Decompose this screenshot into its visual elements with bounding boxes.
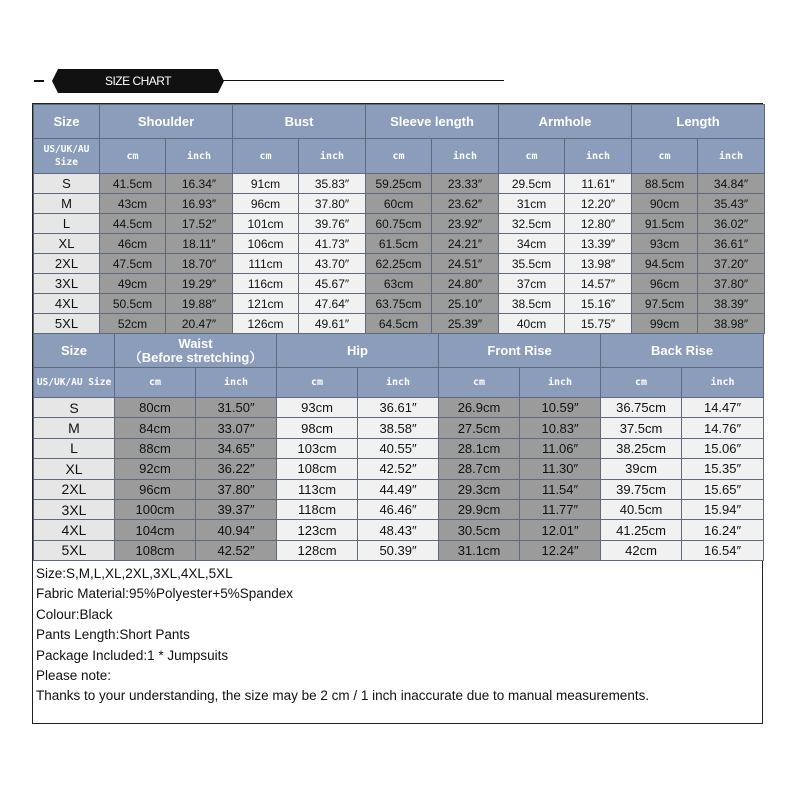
unit-inch: inch [196, 368, 277, 398]
inch-value-cell: 11.77″ [520, 499, 601, 519]
cm-value-cell: 113cm [277, 479, 358, 499]
inch-value-cell: 16.93″ [166, 194, 233, 214]
cm-value-cell: 104cm [115, 520, 196, 540]
cm-value-cell: 100cm [115, 499, 196, 519]
inch-value-cell: 13.39″ [565, 234, 632, 254]
table-row [34, 520, 764, 540]
table-row [34, 314, 765, 334]
info-line: Thanks to your understanding, the size may be 2 cm / 1 inch inaccurate due to manual measurements. [36, 688, 650, 704]
cm-value-cell: 29.9cm [439, 499, 520, 519]
inch-value-cell: 36.61″ [358, 398, 439, 418]
unit-cm: cm [366, 139, 432, 174]
size-cell: 3XL [34, 499, 115, 519]
inch-value-cell: 50.39″ [358, 540, 439, 560]
inch-value-cell: 12.20″ [565, 194, 632, 214]
cm-value-cell: 38.25cm [601, 438, 682, 458]
cm-value-cell: 38.5cm [499, 294, 565, 314]
inch-value-cell: 38.39″ [698, 294, 765, 314]
cm-value-cell: 63.75cm [366, 294, 432, 314]
cm-value-cell: 93cm [632, 234, 698, 254]
cm-value-cell: 40.5cm [601, 499, 682, 519]
unit-cm: cm [233, 139, 299, 174]
group-header-bust: Bust [233, 105, 366, 139]
cm-value-cell: 41.5cm [100, 174, 166, 194]
unit-cm: cm [277, 368, 358, 398]
cm-value-cell: 88cm [115, 438, 196, 458]
table-row [34, 214, 765, 234]
inch-value-cell: 10.83″ [520, 418, 601, 438]
cm-value-cell: 103cm [277, 438, 358, 458]
inch-value-cell: 38.58″ [358, 418, 439, 438]
info-line: Please note: [36, 668, 112, 684]
inch-value-cell: 12.24″ [520, 540, 601, 560]
inch-value-cell: 14.57″ [565, 274, 632, 294]
cm-value-cell: 40cm [499, 314, 565, 334]
region-size-label: US/UK/AU Size [34, 139, 100, 174]
cm-value-cell: 41.25cm [601, 520, 682, 540]
inch-value-cell: 49.61″ [299, 314, 366, 334]
cm-value-cell: 28.7cm [439, 459, 520, 479]
group-header-front-rise: Front Rise [439, 334, 601, 368]
inch-value-cell: 42.52″ [196, 540, 277, 560]
size-cell: 2XL [34, 254, 100, 274]
inch-value-cell: 23.92″ [432, 214, 499, 234]
cm-value-cell: 59.25cm [366, 174, 432, 194]
cm-value-cell: 91cm [233, 174, 299, 194]
cm-value-cell: 52cm [100, 314, 166, 334]
cm-value-cell: 94.5cm [632, 254, 698, 274]
cm-value-cell: 111cm [233, 254, 299, 274]
inch-value-cell: 16.54″ [682, 540, 764, 560]
unit-inch: inch [358, 368, 439, 398]
inch-value-cell: 15.16″ [565, 294, 632, 314]
inch-value-cell: 11.54″ [520, 479, 601, 499]
inch-value-cell: 35.43″ [698, 194, 765, 214]
inch-value-cell: 33.07″ [196, 418, 277, 438]
inch-value-cell: 10.59″ [520, 398, 601, 418]
size-chart-header [34, 69, 474, 93]
inch-value-cell: 19.29″ [166, 274, 233, 294]
cm-value-cell: 39cm [601, 459, 682, 479]
cm-value-cell: 34cm [499, 234, 565, 254]
table-row [34, 459, 764, 479]
info-line: Pants Length:Short Pants [36, 627, 190, 643]
cm-value-cell: 27.5cm [439, 418, 520, 438]
inch-value-cell: 24.51″ [432, 254, 499, 274]
cm-value-cell: 37cm [499, 274, 565, 294]
cm-value-cell: 64.5cm [366, 314, 432, 334]
cm-value-cell: 35.5cm [499, 254, 565, 274]
info-line: Package Included:1 * Jumpsuits [36, 647, 229, 663]
inch-value-cell: 38.98″ [698, 314, 765, 334]
inch-value-cell: 11.06″ [520, 438, 601, 458]
inch-value-cell: 25.10″ [432, 294, 499, 314]
cm-value-cell: 46cm [100, 234, 166, 254]
top-size-table [33, 104, 765, 334]
cm-value-cell: 32.5cm [499, 214, 565, 234]
table-row [34, 194, 765, 214]
inch-value-cell: 23.62″ [432, 194, 499, 214]
cm-value-cell: 118cm [277, 499, 358, 519]
table-row [34, 479, 764, 499]
cm-value-cell: 108cm [277, 459, 358, 479]
size-cell: 5XL [34, 314, 100, 334]
group-header-armhole: Armhole [499, 105, 632, 139]
cm-value-cell: 91.5cm [632, 214, 698, 234]
inch-value-cell: 48.43″ [358, 520, 439, 540]
table-row [34, 398, 764, 418]
table-row [34, 438, 764, 458]
inch-value-cell: 36.61″ [698, 234, 765, 254]
waist-sublabel: （Before stretching） [128, 349, 263, 365]
inch-value-cell: 12.01″ [520, 520, 601, 540]
table-row [34, 418, 764, 438]
inch-value-cell: 39.76″ [299, 214, 366, 234]
cm-value-cell: 106cm [233, 234, 299, 254]
size-cell: XL [34, 234, 100, 254]
group-header-sleeve-length: Sleeve length [366, 105, 499, 139]
inch-value-cell: 40.55″ [358, 438, 439, 458]
size-cell: XL [34, 459, 115, 479]
size-cell: M [34, 194, 100, 214]
unit-inch: inch [166, 139, 233, 174]
table-row [34, 540, 764, 560]
cm-value-cell: 108cm [115, 540, 196, 560]
cm-value-cell: 44.5cm [100, 214, 166, 234]
bottom-table-body [34, 398, 764, 561]
inch-value-cell: 15.06″ [682, 438, 764, 458]
cm-value-cell: 62.25cm [366, 254, 432, 274]
inch-value-cell: 37.20″ [698, 254, 765, 274]
size-cell: 3XL [34, 274, 100, 294]
table-row [34, 234, 765, 254]
inch-value-cell: 13.98″ [565, 254, 632, 274]
size-cell: S [34, 174, 100, 194]
inch-value-cell: 39.37″ [196, 499, 277, 519]
cm-value-cell: 49cm [100, 274, 166, 294]
inch-value-cell: 12.80″ [565, 214, 632, 234]
table-row [34, 499, 764, 519]
cm-value-cell: 97.5cm [632, 294, 698, 314]
cm-value-cell: 50.5cm [100, 294, 166, 314]
inch-value-cell: 36.22″ [196, 459, 277, 479]
cm-value-cell: 28.1cm [439, 438, 520, 458]
group-header-shoulder: Shoulder [100, 105, 233, 139]
inch-value-cell: 16.34″ [166, 174, 233, 194]
cm-value-cell: 30.5cm [439, 520, 520, 540]
unit-cm: cm [115, 368, 196, 398]
cm-value-cell: 128cm [277, 540, 358, 560]
waist-label: Waist [178, 335, 213, 351]
cm-value-cell: 29.5cm [499, 174, 565, 194]
cm-value-cell: 90cm [632, 194, 698, 214]
cm-value-cell: 98cm [277, 418, 358, 438]
inch-value-cell: 37.80″ [698, 274, 765, 294]
cm-value-cell: 63cm [366, 274, 432, 294]
cm-value-cell: 84cm [115, 418, 196, 438]
inch-value-cell: 47.64″ [299, 294, 366, 314]
inch-value-cell: 15.75″ [565, 314, 632, 334]
size-cell: 4XL [34, 294, 100, 314]
inch-value-cell: 16.24″ [682, 520, 764, 540]
inch-value-cell: 31.50″ [196, 398, 277, 418]
inch-value-cell: 14.76″ [682, 418, 764, 438]
inch-value-cell: 15.65″ [682, 479, 764, 499]
cm-value-cell: 29.3cm [439, 479, 520, 499]
inch-value-cell: 46.46″ [358, 499, 439, 519]
inch-value-cell: 37.80″ [196, 479, 277, 499]
size-chart-label: SIZE CHART [58, 69, 218, 93]
unit-inch: inch [299, 139, 366, 174]
cm-value-cell: 96cm [233, 194, 299, 214]
inch-value-cell: 23.33″ [432, 174, 499, 194]
info-line: Size:S,M,L,XL,2XL,3XL,4XL,5XL [36, 566, 233, 581]
unit-cm: cm [439, 368, 520, 398]
table-row [34, 294, 765, 314]
size-header: Size [34, 334, 115, 368]
inch-value-cell: 14.47″ [682, 398, 764, 418]
cm-value-cell: 80cm [115, 398, 196, 418]
inch-value-cell: 40.94″ [196, 520, 277, 540]
inch-value-cell: 42.52″ [358, 459, 439, 479]
info-line: Colour:Black [36, 606, 113, 622]
inch-value-cell: 25.39″ [432, 314, 499, 334]
inch-value-cell: 24.21″ [432, 234, 499, 254]
cm-value-cell: 121cm [233, 294, 299, 314]
bottom-size-table [33, 333, 764, 561]
inch-value-cell: 34.65″ [196, 438, 277, 458]
cm-value-cell: 96cm [632, 274, 698, 294]
unit-inch: inch [432, 139, 499, 174]
inch-value-cell: 37.80″ [299, 194, 366, 214]
unit-inch: inch [698, 139, 765, 174]
cm-value-cell: 60cm [366, 194, 432, 214]
inch-value-cell: 17.52″ [166, 214, 233, 234]
region-size-label: US/UK/AU Size [34, 368, 115, 398]
inch-value-cell: 45.67″ [299, 274, 366, 294]
cm-value-cell: 47.5cm [100, 254, 166, 274]
top-table-body [34, 174, 765, 334]
product-info-box [33, 560, 762, 723]
inch-value-cell: 18.11″ [166, 234, 233, 254]
group-header-hip: Hip [277, 334, 439, 368]
cm-value-cell: 123cm [277, 520, 358, 540]
inch-value-cell: 11.61″ [565, 174, 632, 194]
unit-cm: cm [601, 368, 682, 398]
group-header-length: Length [632, 105, 765, 139]
size-header: Size [34, 105, 100, 139]
table-row [34, 254, 765, 274]
inch-value-cell: 15.94″ [682, 499, 764, 519]
inch-value-cell: 43.70″ [299, 254, 366, 274]
size-cell: L [34, 214, 100, 234]
inch-value-cell: 34.84″ [698, 174, 765, 194]
cm-value-cell: 96cm [115, 479, 196, 499]
size-cell: S [34, 398, 115, 418]
group-header-waist [115, 334, 277, 368]
cm-value-cell: 37.5cm [601, 418, 682, 438]
unit-cm: cm [632, 139, 698, 174]
table-row [34, 274, 765, 294]
inch-value-cell: 36.02″ [698, 214, 765, 234]
inch-value-cell: 11.30″ [520, 459, 601, 479]
inch-value-cell: 35.83″ [299, 174, 366, 194]
cm-value-cell: 39.75cm [601, 479, 682, 499]
cm-value-cell: 31.1cm [439, 540, 520, 560]
cm-value-cell: 126cm [233, 314, 299, 334]
cm-value-cell: 99cm [632, 314, 698, 334]
cm-value-cell: 60.75cm [366, 214, 432, 234]
unit-inch: inch [520, 368, 601, 398]
inch-value-cell: 20.47″ [166, 314, 233, 334]
cm-value-cell: 61.5cm [366, 234, 432, 254]
cm-value-cell: 31cm [499, 194, 565, 214]
cm-value-cell: 101cm [233, 214, 299, 234]
unit-inch: inch [682, 368, 764, 398]
inch-value-cell: 24.80″ [432, 274, 499, 294]
cm-value-cell: 116cm [233, 274, 299, 294]
cm-value-cell: 92cm [115, 459, 196, 479]
unit-cm: cm [499, 139, 565, 174]
size-cell: L [34, 438, 115, 458]
size-cell: 4XL [34, 520, 115, 540]
inch-value-cell: 15.35″ [682, 459, 764, 479]
table-row [34, 174, 765, 194]
inch-value-cell: 41.73″ [299, 234, 366, 254]
size-cell: 5XL [34, 540, 115, 560]
header-dash [34, 80, 44, 82]
unit-cm: cm [100, 139, 166, 174]
group-header-back-rise: Back Rise [601, 334, 764, 368]
cm-value-cell: 43cm [100, 194, 166, 214]
info-line: Fabric Material:95%Polyester+5%Spandex [36, 586, 294, 602]
size-cell: 2XL [34, 479, 115, 499]
cm-value-cell: 26.9cm [439, 398, 520, 418]
size-cell: M [34, 418, 115, 438]
cm-value-cell: 36.75cm [601, 398, 682, 418]
inch-value-cell: 18.70″ [166, 254, 233, 274]
cm-value-cell: 88.5cm [632, 174, 698, 194]
inch-value-cell: 44.49″ [358, 479, 439, 499]
cm-value-cell: 42cm [601, 540, 682, 560]
header-rule [214, 80, 504, 81]
inch-value-cell: 19.88″ [166, 294, 233, 314]
cm-value-cell: 93cm [277, 398, 358, 418]
unit-inch: inch [565, 139, 632, 174]
